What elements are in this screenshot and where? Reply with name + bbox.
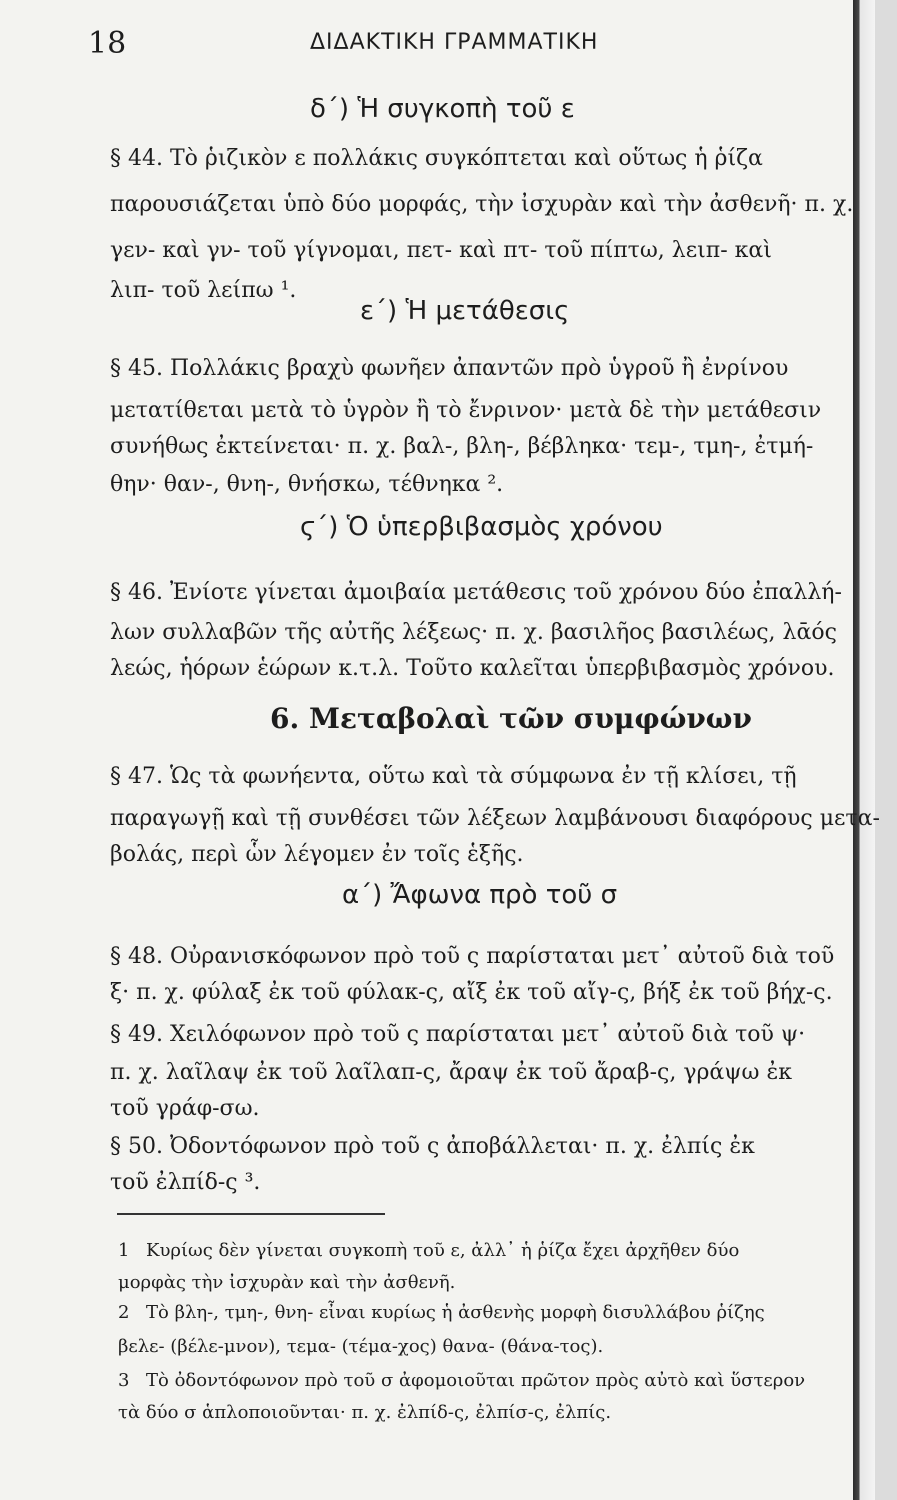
paragraph-line: § 48. Οὐρανισκόφωνον πρὸ τοῦ ς παρίσταται μετ᾽ αὐτοῦ διὰ τοῦ <box>110 944 835 969</box>
paragraph-line: τοῦ γράφ-σω. <box>110 1096 260 1121</box>
footnote-number: 1 <box>118 1240 130 1261</box>
paragraph-line: συνήθως ἐκτείνεται· π. χ. βαλ-, βλη-, βέβληκα· τεμ-, τμη-, ἐτμή- <box>110 434 814 459</box>
paragraph-line: π. χ. λαῖλαψ ἐκ τοῦ λαῖλαπ-ς, ἄραψ ἐκ τοῦ ἄραβ-ς, γράψω ἐκ <box>110 1060 792 1085</box>
paragraph-line: § 50. Ὀδοντόφωνον πρὸ τοῦ ς ἀποβάλλεται· π. χ. ἐλπίς ἐκ <box>110 1134 755 1159</box>
running-title: ΔΙΔΑΚΤΙΚΗ ΓΡΑΜΜΑΤΙΚΗ <box>310 30 599 55</box>
section-heading: 6. Μεταβολαὶ τῶν συμφώνων <box>270 702 752 735</box>
paragraph-line: λεώς, ἡόρων ἑώρων κ.τ.λ. Τοῦτο καλεῖται ὑπερβιβασμὸς χρόνου. <box>110 656 835 681</box>
footnote-line: τὰ δύο σ ἁπλοποιοῦνται· π. χ. ἐλπίδ-ς, ἐλπίσ-ς, ἐλπίς. <box>118 1402 612 1423</box>
footnote-line <box>118 1370 805 1392</box>
footnote-line: βελε- (βέλε-μνον), τεμα- (τέμα-χος) θανα- (θάνα-τος). <box>118 1336 604 1357</box>
subheading-stigma: ϛ΄) Ὁ ὑπερβιβασμὸς χρόνου <box>300 512 663 542</box>
paragraph-line: § 47. Ὡς τὰ φωνήεντα, οὕτω καὶ τὰ σύμφωνα ἐν τῇ κλίσει, τῇ <box>110 764 797 789</box>
footnote-line: μορφὰς τὴν ἰσχυρὰν καὶ τὴν ἀσθενῆ. <box>118 1272 456 1293</box>
footnote-line <box>118 1240 739 1262</box>
paragraph-line: θην· θαν-, θνη-, θνήσκω, τέθνηκα ². <box>110 472 504 497</box>
paragraph-line: παραγωγῇ καὶ τῇ συνθέσει τῶν λέξεων λαμβάνουσι διαφόρους μετα- <box>110 806 880 831</box>
subheading-alpha: α΄) Ἄφωνα πρὸ τοῦ σ <box>342 880 618 910</box>
page-edge-shadow <box>853 0 875 1500</box>
footnote-number: 2 <box>118 1302 130 1323</box>
footnote-line <box>118 1302 765 1324</box>
paragraph-line: ξ· π. χ. φύλαξ ἐκ τοῦ φύλακ-ς, αἴξ ἐκ τοῦ αἴγ-ς, βήξ ἐκ τοῦ βήχ-ς. <box>110 980 833 1005</box>
paragraph-line: παρουσιάζεται ὑπὸ δύο μορφάς, τὴν ἰσχυρὰν καὶ τὴν ἀσθενῆ· π. χ. <box>110 192 854 217</box>
footnote-rule <box>117 1213 385 1215</box>
paragraph-line: λων συλλαβῶν τῆς αὐτῆς λέξεως· π. χ. βασιλῆος βασιλέως, λᾱός <box>110 620 837 645</box>
paragraph-line: λιπ- τοῦ λείπω ¹. <box>110 278 297 303</box>
paragraph-line: § 45. Πολλάκις βραχὺ φωνῆεν ἀπαντῶν πρὸ ὑγροῦ ἢ ἐνρίνου <box>110 356 789 381</box>
footnote-number: 3 <box>118 1370 130 1391</box>
paragraph-line: βολάς, περὶ ὧν λέγομεν ἐν τοῖς ἑξῆς. <box>110 842 524 867</box>
footnote-text: Τὸ ὀδοντόφωνον πρὸ τοῦ σ ἀφομοιοῦται πρῶτον πρὸς αὐτὸ καὶ ὕστερον <box>146 1370 806 1391</box>
page-number: 18 <box>88 26 127 61</box>
footnote-text: Τὸ βλη-, τμη-, θνη- εἶναι κυρίως ἡ ἀσθενὴς μορφὴ δισυλλάβου ῥίζης <box>146 1302 765 1323</box>
paragraph-line: § 44. Τὸ ῥιζικὸν ε πολλάκις συγκόπτεται καὶ οὕτως ἡ ῥίζα <box>110 146 763 171</box>
paragraph-line: μετατίθεται μετὰ τὸ ὑγρὸν ἢ τὸ ἔνρινον· μετὰ δὲ τὴν μετάθεσιν <box>110 398 822 423</box>
paragraph-line: γεν- καὶ γν- τοῦ γίγνομαι, πετ- καὶ πτ- τοῦ πίπτω, λειπ- καὶ <box>110 238 772 263</box>
paragraph-line: § 46. Ἐνίοτε γίνεται ἀμοιβαία μετάθεσις τοῦ χρόνου δύο ἐπαλλή- <box>110 580 842 605</box>
subheading-delta: δ΄) Ἡ συγκοπὴ τοῦ ε <box>310 94 575 124</box>
paragraph-line: τοῦ ἐλπίδ-ς ³. <box>110 1170 261 1195</box>
paragraph-line: § 49. Χειλόφωνον πρὸ τοῦ ς παρίσταται μετ᾽ αὐτοῦ διὰ τοῦ ψ· <box>110 1022 806 1047</box>
subheading-epsilon: ε΄) Ἡ μετάθεσις <box>360 296 570 326</box>
footnote-text: Κυρίως δὲν γίνεται συγκοπὴ τοῦ ε, ἀλλ᾽ ἡ ῥίζα ἔχει ἀρχῆθεν δύο <box>146 1240 740 1261</box>
